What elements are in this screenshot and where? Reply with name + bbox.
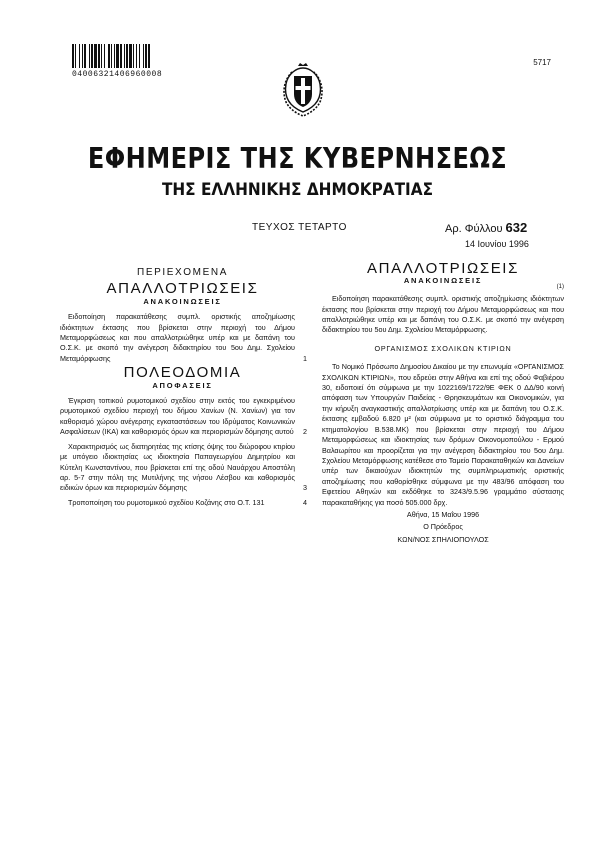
barcode-number: 04006321406960008 [72, 70, 163, 79]
entry-page: 4 [303, 497, 307, 507]
barcode-bar [143, 44, 144, 68]
issue-date: 14 Ιουνίου 1996 [465, 239, 529, 249]
article-column [322, 262, 564, 545]
expropriations-heading: ΑΠΑΛΛΟΤΡΙΩΣΕΙΣ [106, 280, 259, 298]
entry-text: Χαρακτηρισμός ως διατηρητέας της κτίσης όψης του διώροφου κτιρίου με υπόγειο ιδιοκτησίας ως ιδιοκτησία Παπαγεωργίου Δημητρίου και Κύτελη Κωνσταντίνου, που βρίσκεται επί της οδού Ναυάρχου Αποστόλη αρ. 5-7 στην πόλη της Μυτιλήνης της νήσου Λέσβου και καθορισμός ειδικών όρων και περιορισμών δόμησης [60, 441, 295, 493]
entry-text: Έγκριση τοπικού ρυμοτομικού σχεδίου στην εκτός του εγκεκριμένου ρυμοτομικού σχεδίου περιοχή του δήμου Χανίων (Ν. Χανίων) για τον καθορισμό χώρου ανέγερσης εγκαταστάσεων του Ιδρύματος Κοινωνικών Ασφαλίσεων (ΙΚΑ) και καθορισμός όρων και περιορισμών δόμησης αυτού [60, 396, 295, 437]
barcode-bar [116, 44, 119, 68]
newspaper-subtitle: ΤΗΣ ΕΛΛΗΝΙΚΗΣ ΔΗΜΟΚΡΑΤΙΑΣ [161, 180, 434, 200]
newspaper-title: ΕΦΗΜΕΡΙΣ ΤΗΣ ΚΥΒΕΡΝΗΣΕΩΣ [87, 142, 508, 175]
barcode-bar [94, 44, 97, 68]
barcode [72, 44, 212, 68]
barcode-bar [139, 44, 140, 68]
barcode-bar [75, 44, 76, 68]
issue-type: ΤΕΥΧΟΣ ΤΕΤΑΡΤΟ [252, 222, 347, 233]
sheet-number-value: 632 [505, 220, 528, 235]
signer-title: Ο Πρόεδρος [423, 522, 463, 532]
barcode-bar [98, 44, 100, 68]
contents-column [60, 262, 305, 512]
barcode-bar [114, 44, 115, 68]
barcode-bar [133, 44, 134, 68]
entry-page: 2 [303, 427, 307, 437]
barcode-bar [104, 44, 105, 68]
barcode-bar [72, 44, 74, 68]
expropriations-heading: ΑΠΑΛΛΟΤΡΙΩΣΕΙΣ [367, 260, 519, 277]
place-date: Αθήνα, 15 Μαΐου 1996 [406, 509, 480, 519]
barcode-bar [82, 44, 83, 68]
barcode-bar [145, 44, 147, 68]
sheet-label: Αρ. Φύλλου [445, 223, 503, 235]
barcode-bar [120, 44, 122, 68]
contents-entry [60, 442, 305, 494]
barcode-bar [129, 44, 132, 68]
page-number: 5717 [533, 58, 551, 67]
sheet-number [445, 220, 527, 235]
barcode-bar [89, 44, 90, 68]
contents-entry [60, 396, 305, 438]
barcode-bar [101, 44, 102, 68]
entry-page: 3 [303, 483, 307, 493]
notice-body: Το Νομικό Πρόσωπο Δημοσίου Δικαίου με την επωνυμία «ΟΡΓΑΝΙΣΜΟΣ ΣΧΟΛΙΚΩΝ ΚΤΙΡΙΩΝ», που εδρεύει στην Αθήνα και επί της οδού Φαβιέρου 30, ειδοποιεί ότι σύμφωνα με την 1022169/1722/9Ε ΦΕΚ 0 ΔΔ/90 κοινή απόφαση των Υπουργών Παιδείας - Θρησκευμάτων και Οικονομικών, για την κήρυξη αναγκαστικής απαλλοτρίωσης υπέρ και με δαπάνη του Ο.Σ.Κ. έκτασης εμβαδού 6.820 μ² (και σύμφωνα με το οριστικό διάγραμμα του κτηματολογίου Β.538.ΜΚ) που βρίσκεται στην περιοχή του Δήμου Μεταμορφώσεως και ιδιοκτησίας των δρόμων Οικονομοπούλου - Ερμού Βαλαωρίτου και προορίζεται για την ανέγερση διδακτηρίου του 5ου Δημ. Σχολείου Μεταμόρφωσης κατέθεσε στο Ταμείο Παρακαταθηκών και Δανείων υπέρ των δικαιούχων ιδιοκτητών της συμπληρωματικής οριστικής αποζημίωσης που καθορίσθηκε σύμφωνα με την 483/96 απόφαση του Εφετείου Αθηνών και εκδόθηκε το 3243/9.5.96 γραμμάτιο σύστασης παρακαταθήκης για ποσό 505.000 δρχ. [322, 362, 564, 507]
barcode-bar [124, 44, 125, 68]
coat-of-arms-icon [278, 62, 328, 118]
announcements-heading: ΑΝΑΚΟΙΝΩΣΕΙΣ [403, 276, 483, 286]
entry-page: 1 [303, 353, 307, 363]
entry-text: Ειδοποίηση παρακατάθεσης συμπλ. οριστικής αποζημίωσης ιδιόκτητων έκτασης που βρίσκεται στην περιοχή του Δήμου Μεταμορφώσεως και που απαλλοτριώθηκε υπέρ και με δαπάνη του Ο.Σ.Κ. με σκοπό την ανέγερση διδακτηρίου του 5ου Δημ. Σχολείου Μεταμόρφωσης [60, 312, 295, 363]
organization-heading: ΟΡΓΑΝΙΣΜΟΣ ΣΧΟΛΙΚΩΝ ΚΤΙΡΙΩΝ [374, 343, 512, 353]
notice-summary: Ειδοποίηση παρακατάθεσης συμπλ. οριστικής αποζημίωσης ιδιόκτητων έκτασης που βρίσκεται στην περιοχή του Δήμου Μεταμορφώσεως και που απαλλοτριώθηκε υπέρ και με δαπάνη του Ο.Σ.Κ. με σκοπό την ανέγερση διδακτηρίου του 5ου Δημ. Σχολείου Μεταμόρφωσης. [322, 294, 564, 335]
barcode-bar [108, 44, 110, 68]
item-mark: (1) [556, 283, 564, 290]
barcode-bar [91, 44, 93, 68]
barcode-bar [111, 44, 112, 68]
entry-text: Τροποποίηση του ρυμοτομικού σχεδίου Κοζάνης στο Ο.Τ. 131 [68, 497, 265, 507]
signer-name: ΚΩΝ/ΝΟΣ ΣΠΗΛΙΟΠΟΥΛΟΣ [397, 534, 489, 544]
barcode-bar [126, 44, 128, 68]
contents-entry [60, 312, 305, 364]
contents-entry [60, 498, 305, 508]
announcements-heading: ΑΝΑΚΟΙΝΩΣΕΙΣ [143, 296, 222, 306]
barcode-bar [136, 44, 137, 68]
contents-heading: ΠΕΡΙΕΧΟΜΕΝΑ [137, 267, 228, 278]
urban-planning-heading: ΠΟΛΕΟΔΟΜΙΑ [123, 364, 242, 382]
barcode-bar [148, 44, 150, 68]
barcode-bar [79, 44, 80, 68]
decisions-heading: ΑΠΟΦΑΣΕΙΣ [152, 380, 213, 390]
barcode-bar [84, 44, 86, 68]
